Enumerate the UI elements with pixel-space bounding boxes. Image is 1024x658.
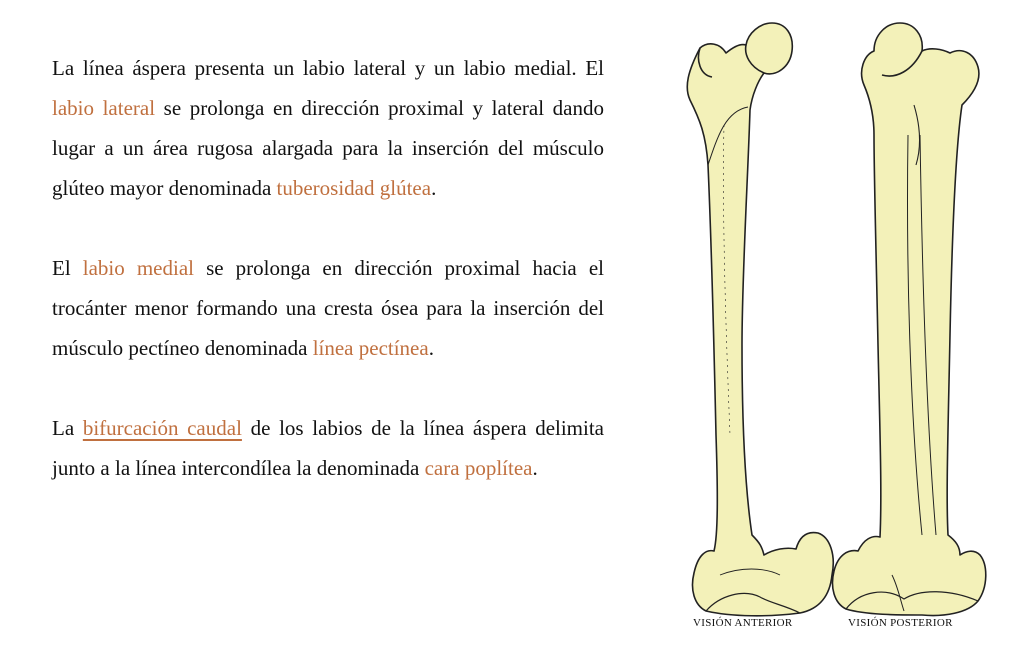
femur-anterior — [687, 23, 833, 616]
text-segment: . — [532, 456, 538, 480]
femur-posterior — [833, 23, 986, 615]
text-segment: La línea áspera presenta un labio lateral y un labio medial. El — [52, 56, 604, 80]
text-segment: se prolonga en dirección proximal hacia el trocánter menor formando una cresta ósea para la inserción del músculo pectíneo denominada — [52, 256, 605, 360]
paragraph-bifurcacion — [52, 408, 604, 488]
text-segment: se prolonga en dirección proximal y lateral dando lugar a un área rugosa alargada para la inserción del músculo glúteo mayor denominada — [52, 96, 604, 200]
text-segment: El — [52, 256, 83, 280]
link-bifurcacion-caudal[interactable]: bifurcación caudal — [82, 416, 242, 440]
term-tuberosidad-glutea: tuberosidad glútea — [276, 176, 432, 200]
text-column — [52, 48, 604, 528]
term-labio-lateral: labio lateral — [52, 96, 156, 120]
femur-illustration — [660, 15, 1000, 645]
caption-vision-anterior: VISIÓN ANTERIOR — [693, 617, 793, 629]
term-cara-poplitea: cara poplítea — [424, 456, 533, 480]
term-linea-pectinea: línea pectínea — [312, 336, 429, 360]
text-segment: . — [428, 336, 434, 360]
text-segment: . — [431, 176, 437, 200]
caption-vision-posterior: VISIÓN POSTERIOR — [848, 617, 953, 629]
term-labio-medial: labio medial — [82, 256, 194, 280]
paragraph-labio-medial — [52, 248, 604, 368]
paragraph-labio-lateral — [52, 48, 604, 208]
text-segment: de los labios de la línea áspera delimita junto a la línea intercondílea la denominada — [52, 416, 605, 480]
text-segment: La — [52, 416, 83, 440]
